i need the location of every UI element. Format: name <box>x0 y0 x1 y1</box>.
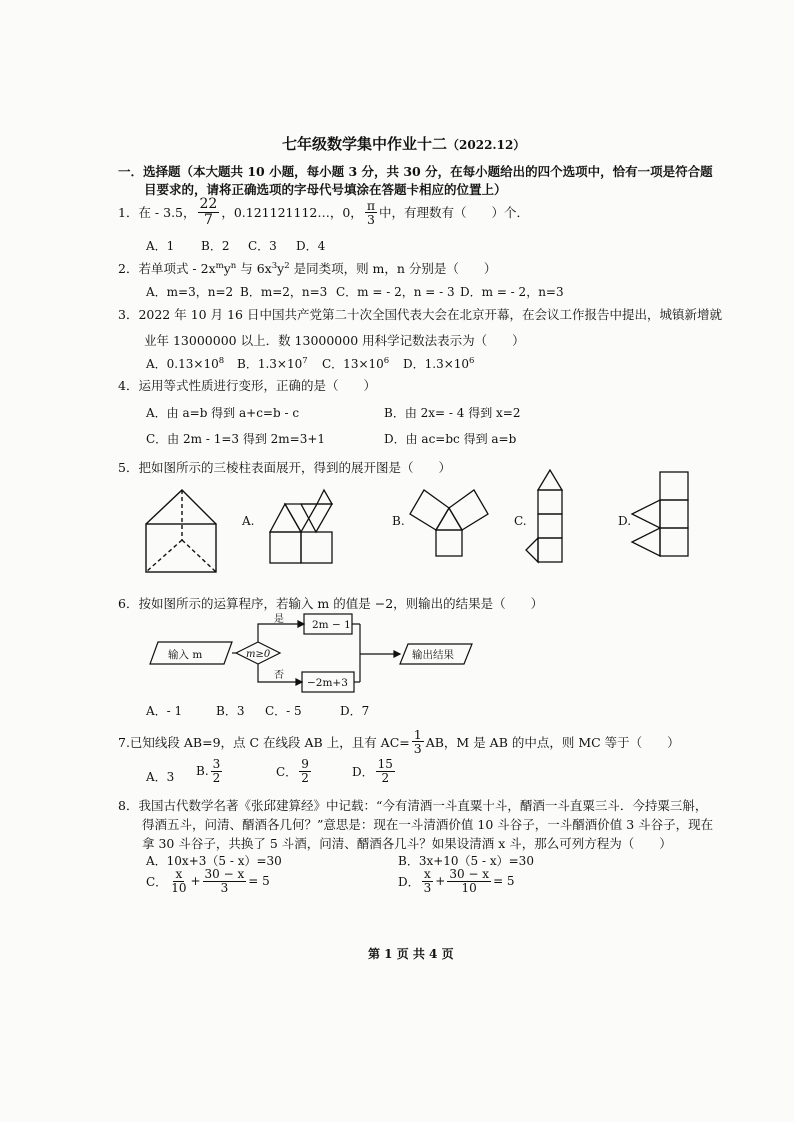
q8-option-c[interactable] <box>146 868 270 894</box>
q4-option-b[interactable]: B．由 2x= - 4 得到 x=2 <box>384 406 521 420</box>
q1-option-b[interactable]: B．2 <box>201 239 230 253</box>
q8-d-frac2 <box>447 868 491 894</box>
q7-c-frac <box>299 758 311 784</box>
q3-option-d[interactable] <box>403 355 474 372</box>
q7-c-num: 9 <box>301 757 309 771</box>
q8-c-n2: 30 − x <box>204 867 245 881</box>
q7-c-label: C． <box>276 764 298 779</box>
q3-b-exp: 7 <box>302 356 308 366</box>
q8-option-d[interactable] <box>398 868 515 894</box>
q6-option-c[interactable]: C．- 5 <box>265 704 302 718</box>
net-option-b[interactable] <box>402 486 502 574</box>
q7-option-a[interactable]: A．3 <box>146 770 175 784</box>
q7-option-b[interactable] <box>196 758 224 784</box>
question-2-stem <box>118 259 496 277</box>
q7-d-label: D． <box>352 764 374 779</box>
q2-stem-d: y <box>277 261 285 276</box>
q6-option-b[interactable]: B．3 <box>216 704 245 718</box>
q7-prefix: 7.已知线段 AB=9，点 C 在线段 AB 上，且有 AC= <box>118 734 410 750</box>
q3-option-c[interactable] <box>322 355 389 372</box>
q3-option-a[interactable] <box>146 355 224 372</box>
q3-a-exp: 8 <box>218 356 225 366</box>
q8-d-d2: 10 <box>461 880 477 895</box>
q8-c-rhs: = 5 <box>248 874 270 889</box>
prism-top-edges <box>146 490 216 524</box>
question-8-line2: 得酒五斗，问清、醑酒各几何？”意思是：现在一斗清酒价值 10 斗谷子，一斗醑酒价值 3 斗谷子，现在 <box>142 817 714 832</box>
q2-stem-c: 与 6x <box>236 261 272 276</box>
q8-d-d1: 3 <box>423 880 432 895</box>
q7-c-den: 2 <box>301 770 309 785</box>
q7-option-c[interactable] <box>276 758 313 784</box>
q8-c-op: + <box>190 874 201 889</box>
q3-c-base: C．13×10 <box>322 357 384 371</box>
net-option-c[interactable] <box>524 468 584 578</box>
question-6-stem: 6．按如图所示的运算程序，若输入 m 的值是 −2，则输出的结果是（ ） <box>118 596 544 611</box>
q3-b-base: B．1.3×10 <box>237 357 303 371</box>
q6-option-d[interactable]: D．7 <box>340 704 370 718</box>
flow-no-label: 否 <box>274 670 284 681</box>
prism-figure <box>142 484 222 580</box>
q1-frac2-den: 3 <box>366 211 375 227</box>
q8-option-b[interactable]: B．3x+10（5 - x）=30 <box>398 854 534 868</box>
q5-label-d[interactable]: D. <box>618 514 632 528</box>
question-8-line3: 拿 30 斗谷子，共换了 5 斗酒，问清、醑酒各几斗？如果设清酒 x 斗，那么可列方程为（ ） <box>142 836 672 851</box>
flow-no-box-text: −2m+3 <box>307 677 348 689</box>
q7-fraction <box>412 728 424 755</box>
q7-d-frac <box>376 758 395 784</box>
q4-option-c[interactable]: C．由 2m - 1=3 得到 2m=3+1 <box>146 432 326 446</box>
flow-input-text: 输入 m <box>168 649 203 661</box>
q1-frac1-num: 22 <box>199 196 218 212</box>
question-3-line1: 3．2022 年 10 月 16 日中国共产党第二十次全国代表大会在北京开幕，在会议工作报告中提出，城镇新增就 <box>118 307 722 322</box>
q8-c-d2: 3 <box>220 880 229 895</box>
q3-d-exp: 6 <box>469 356 475 366</box>
q8-d-n1: x <box>424 867 431 881</box>
question-3-line2: 业年 13000000 以上．数 13000000 用科学记数法表示为（ ） <box>144 333 525 348</box>
q2-stem-a: 2．若单项式 - 2x <box>118 261 216 276</box>
flow-yes-box-text: 2m − 1 <box>312 619 351 631</box>
title-text: 七年级数学集中作业十二 <box>282 135 448 153</box>
prism-hidden-base-right <box>182 540 216 572</box>
q7-b-num: 3 <box>212 757 221 771</box>
q1-option-c[interactable]: C．3 <box>248 239 277 253</box>
q7-suffix: AB，M 是 AB 的中点，则 MC 等于（ ） <box>425 734 680 750</box>
q2-sup-3: 3 <box>271 260 278 271</box>
q5-label-c[interactable]: C. <box>514 514 527 528</box>
flow-output-text: 输出结果 <box>412 649 454 661</box>
page-number: 第 1 页 共 4 页 <box>368 947 454 961</box>
q7-b-frac <box>211 758 223 784</box>
q6-option-a[interactable]: A．- 1 <box>146 704 183 718</box>
q4-option-a[interactable]: A．由 a=b 得到 a+c=b - c <box>146 406 300 420</box>
q1-fraction-pi-3 <box>365 199 377 226</box>
q3-c-exp: 6 <box>383 356 390 366</box>
flow-yes-label: 是 <box>274 614 284 625</box>
q2-option-a[interactable]: A．m=3，n=2 <box>146 285 234 299</box>
q2-sup-m: m <box>215 260 224 271</box>
q4-option-d[interactable]: D．由 ac=bc 得到 a=b <box>384 432 517 446</box>
q7-d-num: 15 <box>377 757 393 771</box>
title-date: （2022.12） <box>447 138 526 152</box>
q8-d-n2: 30 − x <box>449 867 490 881</box>
section-heading-line1: 一．选择题（本大题共 10 小题，每小题 3 分，共 30 分，在每小题给出的四个选项中，恰有一项是符合题 <box>118 164 713 179</box>
q3-d-base: D．1.3×10 <box>403 357 470 371</box>
q1-suffix: 中，有理数有（ ）个． <box>379 205 530 221</box>
q1-frac1-den: 7 <box>203 211 213 228</box>
q1-mid: ，0.121121112…，0， <box>221 205 363 221</box>
net-option-a[interactable] <box>262 488 362 570</box>
q7-frac-den: 3 <box>413 741 422 757</box>
q8-c-label: C． <box>146 874 168 889</box>
flowchart <box>146 612 486 696</box>
q7-d-den: 2 <box>381 770 390 785</box>
q8-c-frac2 <box>203 868 247 894</box>
q7-b-den: 2 <box>212 770 221 785</box>
q8-d-rhs: = 5 <box>493 874 515 889</box>
question-7-stem <box>118 728 680 755</box>
section-heading-line2: 目要求的，请将正确选项的字母代号填涂在答题卡相应的位置上） <box>144 182 507 197</box>
q1-fraction-22-7 <box>198 197 220 227</box>
q7-option-d[interactable] <box>352 758 397 784</box>
q1-prefix: 1．在 - 3.5， <box>118 205 196 221</box>
q2-sup-2: 2 <box>284 260 290 271</box>
prism-hidden-base-left <box>146 540 182 572</box>
q2-option-b[interactable]: B．m=2，n=3 <box>240 285 328 299</box>
q5-label-a[interactable]: A. <box>242 514 255 528</box>
q8-c-frac1 <box>169 868 188 894</box>
q1-option-d[interactable]: D．4 <box>296 239 326 253</box>
q3-a-base: A．0.13×10 <box>146 357 219 371</box>
question-4-stem: 4．运用等式性质进行变形，正确的是（ ） <box>118 378 376 393</box>
q8-d-op: + <box>435 874 446 889</box>
question-5-stem: 5．把如图所示的三棱柱表面展开，得到的展开图是（ ） <box>118 460 451 475</box>
q8-d-frac1 <box>422 868 434 894</box>
q8-d-label: D． <box>398 874 420 889</box>
question-1-stem <box>118 197 529 227</box>
question-8-line1: 8．我国古代数学名著《张邱建算经》中记载：“今有清酒一斗直粟十斗，醑酒一斗直粟三斗．今持粟三斛， <box>118 798 708 813</box>
q5-label-b[interactable]: B. <box>392 514 405 528</box>
q8-c-n1: x <box>175 867 183 881</box>
q2-stem-e: 是同类项，则 m，n 分别是（ ） <box>289 261 497 276</box>
prism-front-face <box>146 524 216 572</box>
q2-option-d[interactable]: D．m = - 2，n=3 <box>460 285 564 299</box>
q2-option-c[interactable]: C．m = - 2，n = - 3 <box>336 285 455 299</box>
q7-frac-num: 1 <box>413 727 422 742</box>
flow-condition-text: m≥0 <box>246 649 271 660</box>
q2-sup-n: n <box>230 260 237 271</box>
q3-option-b[interactable] <box>237 355 308 372</box>
q8-option-a[interactable]: A．10x+3（5 - x）=30 <box>146 854 282 868</box>
q7-b-label: B. <box>196 764 209 779</box>
q2-stem-b: y <box>223 261 231 276</box>
page-title <box>282 133 525 154</box>
q8-c-d1: 10 <box>171 880 187 895</box>
net-option-d[interactable] <box>628 470 698 566</box>
q1-option-a[interactable]: A．1 <box>146 239 175 253</box>
q1-frac2-num: π <box>366 197 376 213</box>
